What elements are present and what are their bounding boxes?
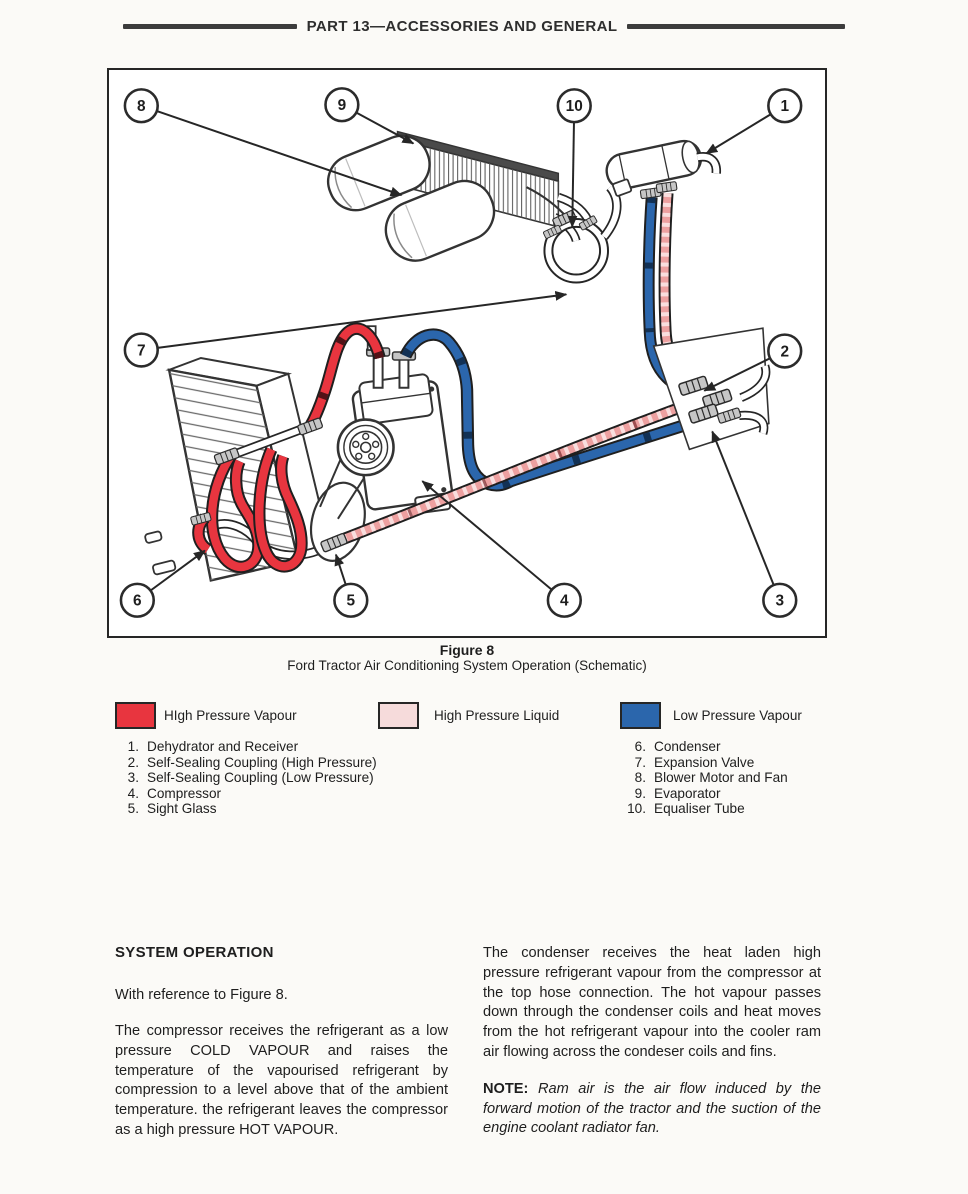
callout-8	[125, 89, 158, 122]
body-column-left	[115, 944, 448, 1141]
callout-4	[548, 584, 581, 617]
section-heading: SYSTEM OPERATION	[115, 944, 274, 961]
liquid-line-fitting	[656, 182, 677, 193]
body-column-right	[483, 944, 821, 1139]
legend-label: Low Pressure Vapour	[673, 708, 802, 723]
part-item: 6. Condenser	[634, 739, 721, 754]
svg-text:4: 4	[560, 592, 569, 610]
svg-text:7: 7	[137, 342, 146, 360]
part-item: 2. Self-Sealing Coupling (High Pressure)	[127, 754, 377, 770]
legend-swatch-high-pressure-vapour	[115, 702, 156, 729]
svg-text:1: 1	[780, 98, 790, 116]
callout-6	[121, 584, 154, 617]
part-item: 8. Blower Motor and Fan	[634, 770, 788, 786]
blower-motor-and-fan	[320, 128, 503, 270]
legend-swatch-low-pressure-vapour	[620, 702, 661, 729]
svg-text:2: 2	[780, 343, 790, 361]
part-item: 10. Equaliser Tube	[627, 801, 745, 817]
svg-text:5: 5	[346, 592, 356, 610]
part-item: 7. Expansion Valve	[634, 754, 755, 770]
reference-line: With reference to Figure 8.	[115, 987, 288, 1003]
part-item: 3. Self-Sealing Coupling (Low Pressure)	[127, 770, 374, 786]
svg-text:6: 6	[133, 592, 142, 610]
legend-swatch-high-pressure-liquid	[378, 702, 419, 729]
callout-5	[334, 584, 367, 617]
callout-9	[326, 88, 359, 121]
callout-2	[768, 335, 801, 368]
header-rule-left	[123, 24, 297, 29]
figure-caption: Ford Tractor Air Conditioning System Operation (Schematic)	[287, 658, 647, 673]
callout-1	[768, 89, 801, 122]
svg-text:8: 8	[137, 98, 146, 116]
part-item: 5. Sight Glass	[127, 801, 217, 817]
page-title: PART 13—ACCESSORIES AND GENERAL	[306, 18, 618, 35]
note-text: Ram air is the air flow induced by the forward motion of the tractor and the suction of the engine coolant radiator fan.	[483, 1080, 821, 1137]
condenser-paragraph: The condenser receives the heat laden high pressure refrigerant vapour from the compressor at the top hose connection. The hot vapour passes down through the condenser coils and heat moves from the hot refrigerant vapour into the cooler ram air flowing across the condeser coils and fins.	[483, 945, 821, 1060]
svg-text:3: 3	[775, 592, 785, 610]
note-label: NOTE:	[483, 1080, 529, 1097]
callout-7	[125, 334, 158, 367]
compressor-paragraph: The compressor receives the refrigerant as a low pressure COLD VAPOUR and raises the temperature of the vapourised refrigerant by compression to a level above that of the ambient temperature. the refrigerant leaves the compressor as a high pressure HOT VAPOUR.	[115, 1023, 448, 1138]
svg-text:9: 9	[337, 97, 347, 115]
header-rule-right	[627, 24, 845, 29]
callout-3	[763, 584, 796, 617]
note-paragraph	[483, 1080, 821, 1139]
figure-8-diagram	[107, 68, 827, 638]
part-item: 9. Evaporator	[634, 785, 721, 801]
legend-label: HIgh Pressure Vapour	[164, 708, 297, 723]
callout-10	[558, 89, 591, 122]
page-header	[0, 18, 968, 35]
legend-label: High Pressure Liquid	[434, 708, 560, 723]
parts-list-right	[616, 739, 788, 817]
svg-text:10: 10	[565, 98, 583, 116]
part-item: 1. Dehydrator and Receiver	[127, 739, 299, 754]
figure-label: Figure 8	[439, 642, 495, 658]
part-item: 4. Compressor	[127, 785, 222, 801]
parts-list-left	[115, 739, 377, 817]
ac-system-schematic	[109, 70, 825, 636]
